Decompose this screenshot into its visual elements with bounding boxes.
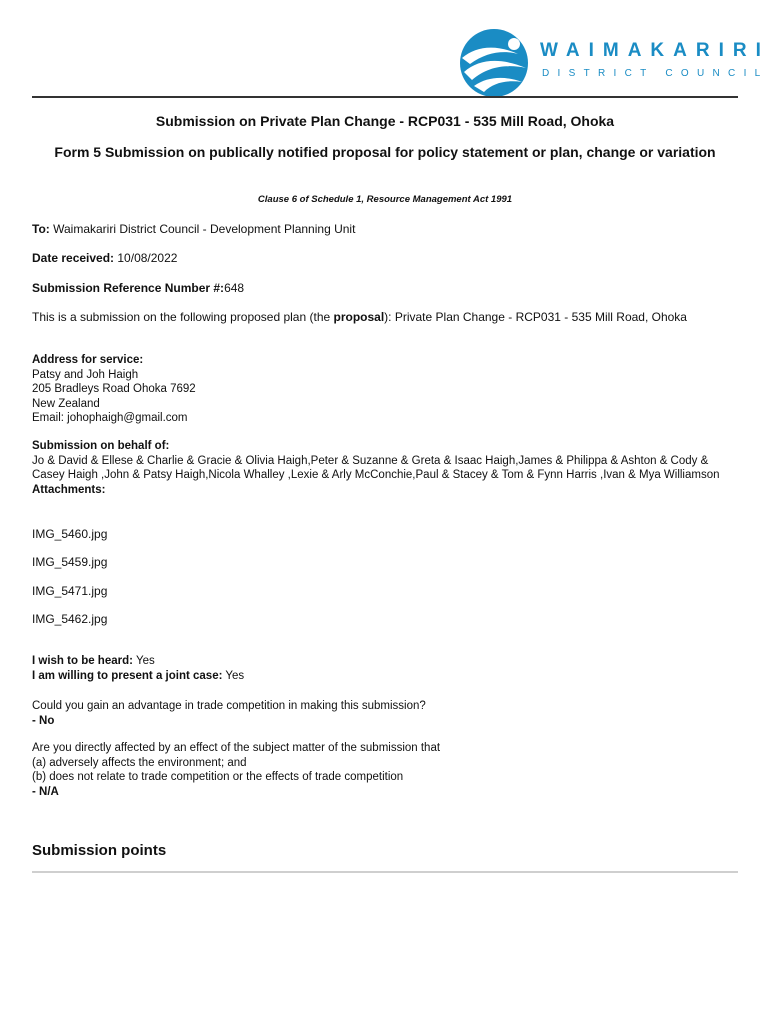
attachment-file[interactable]: IMG_5462.jpg	[32, 612, 108, 626]
date-label: Date received:	[32, 251, 115, 265]
behalf-label: Submission on behalf of:	[32, 440, 170, 452]
council-logo	[456, 28, 770, 98]
reference-value: 648	[224, 281, 245, 295]
trade-answer: - No	[32, 714, 55, 727]
header-divider	[32, 96, 738, 98]
heard-value: Yes	[132, 655, 155, 667]
address-line: Patsy and Joh Haigh	[32, 368, 139, 381]
logo-name: WAIMAKARIRI	[540, 40, 770, 61]
reference-label: Submission Reference Number #:	[32, 281, 225, 295]
proposal-pre: This is a submission on the following proposed plan (the	[32, 310, 334, 324]
to-label: To:	[32, 222, 50, 236]
attachment-file[interactable]: IMG_5459.jpg	[32, 555, 108, 569]
address-email: Email: johophaigh@gmail.com	[32, 412, 188, 424]
logo-subtitle: DISTRICT COUNCIL	[542, 68, 769, 79]
attachment-file[interactable]: IMG_5471.jpg	[32, 584, 108, 598]
clause-reference: Clause 6 of Schedule 1, Resource Management Act 1991	[257, 194, 513, 205]
affected-section	[32, 741, 732, 799]
trade-question: Could you gain an advantage in trade competition in making this submission?	[32, 700, 426, 712]
address-label: Address for service:	[32, 354, 144, 366]
address-section	[32, 353, 732, 426]
waimakariri-river-swirl-icon	[456, 28, 534, 98]
address-line: New Zealand	[32, 397, 100, 410]
attachments-label: Attachments:	[32, 483, 106, 496]
heard-label: I wish to be heard:	[32, 655, 133, 667]
joint-label: I am willing to present a joint case:	[32, 669, 223, 682]
section-divider	[32, 871, 738, 873]
proposal-post: ): Private Plan Change - RCP031 - 535 Mill Road, Ohoka	[384, 310, 687, 324]
affected-question: Are you directly affected by an effect of the subject matter of the submission that	[32, 742, 441, 754]
date-value: 10/08/2022	[114, 251, 178, 265]
proposal-line	[32, 310, 687, 324]
to-line	[32, 222, 355, 236]
hearing-section	[32, 654, 732, 683]
affected-answer: - N/A	[32, 785, 59, 798]
reference-line	[32, 281, 244, 295]
address-line: 205 Bradleys Road Ohoka 7692	[32, 383, 196, 395]
document-title: Submission on Private Plan Change - RCP031 - 535 Mill Road, Ohoka	[155, 113, 615, 129]
proposal-bold: proposal	[333, 310, 385, 324]
behalf-names: Jo & David & Ellese & Charlie & Gracie & Olivia Haigh,Peter & Suzanne & Greta & Isaac Haigh,James & Philippa & Ashton & Cody & Casey Haigh ,John & Patsy Haigh,Nicola Whalley ,Lexie & Arly McConchie,Paul & Stacey & Tom & Fynn Harris ,Ivan & Mya Williamson	[32, 454, 720, 481]
affected-a: (a) adversely affects the environment; and	[32, 756, 247, 769]
trade-section	[32, 699, 732, 728]
form-title: Form 5 Submission on publically notified proposal for policy statement or plan, change or variation	[54, 144, 716, 160]
submission-points-heading: Submission points	[32, 842, 167, 859]
attachment-file[interactable]: IMG_5460.jpg	[32, 527, 108, 541]
joint-value: Yes	[222, 669, 245, 682]
date-line	[32, 251, 177, 265]
behalf-section	[32, 439, 732, 497]
affected-b: (b) does not relate to trade competition or the effects of trade competition	[32, 771, 404, 783]
to-value: Waimakariri District Council - Development Planning Unit	[49, 222, 356, 236]
